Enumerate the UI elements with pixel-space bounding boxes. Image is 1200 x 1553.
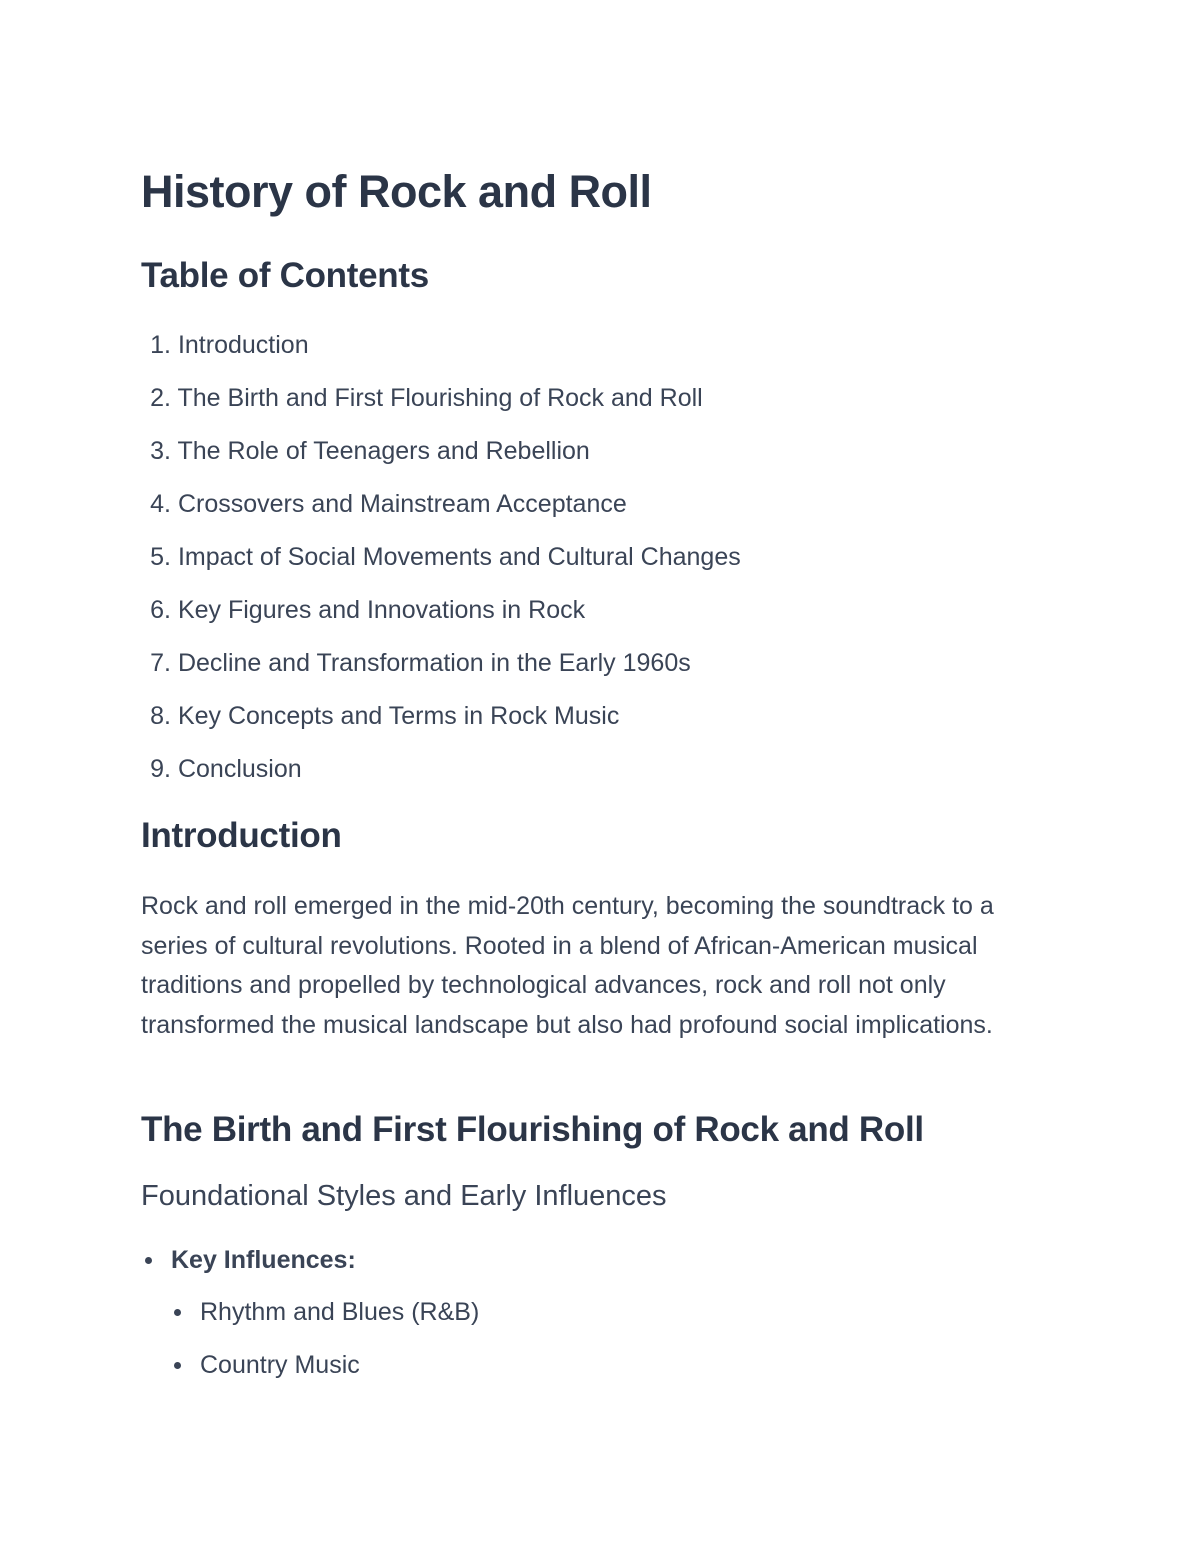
birth-heading: The Birth and First Flourishing of Rock and Roll [141,1110,924,1149]
toc-item[interactable] [141,328,741,381]
intro-heading: Introduction [141,816,342,855]
toc-item-label: Key Figures and Innovations in Rock [177,596,586,624]
toc-item-number: 3. [150,437,171,465]
toc-item[interactable] [141,434,741,487]
toc-item-label: Crossovers and Mainstream Acceptance [177,490,627,518]
toc-item[interactable] [141,487,741,540]
toc-item-number: 2. [150,384,171,412]
table-of-contents [141,328,741,805]
toc-item-number: 8. [150,702,171,730]
toc-item[interactable] [141,593,741,646]
key-influences-list [141,1243,356,1277]
foundational-heading: Foundational Styles and Early Influences [141,1180,667,1212]
toc-item-number: 5. [150,543,171,571]
toc-item-number: 6. [150,596,171,624]
toc-item-label: The Birth and First Flourishing of Rock and Roll [177,384,703,412]
toc-item[interactable] [141,646,741,699]
influences-sublist [141,1295,479,1382]
bullet-icon [174,1362,181,1369]
intro-paragraph: Rock and roll emerged in the mid-20th century, becoming the soundtrack to a series of cultural revolutions. Rooted in a blend of African-American musical traditions and propelled by technological advances, rock and roll not only transformed the musical landscape but also had profound social implications. [141,892,994,1039]
bullet-icon [145,1257,152,1264]
page-title: History of Rock and Roll [141,166,652,217]
toc-item-label: Introduction [177,331,309,359]
toc-item-label: Conclusion [177,755,302,783]
toc-item-label: Decline and Transformation in the Early 1960s [177,649,691,677]
list-item [141,1348,479,1382]
influence-item: Country Music [200,1351,360,1379]
toc-item-label: The Role of Teenagers and Rebellion [177,437,590,465]
list-item [141,1295,479,1348]
toc-item-number: 1. [150,331,171,359]
toc-heading: Table of Contents [141,256,429,295]
key-influences-label: Key Influences: [171,1246,356,1274]
toc-item[interactable] [141,752,741,805]
toc-item-label: Key Concepts and Terms in Rock Music [177,702,620,730]
toc-item-number: 7. [150,649,171,677]
influence-item: Rhythm and Blues (R&B) [200,1298,480,1326]
toc-item[interactable] [141,381,741,434]
toc-item-number: 9. [150,755,171,783]
toc-item[interactable] [141,699,741,752]
toc-item[interactable] [141,540,741,593]
toc-item-label: Impact of Social Movements and Cultural Changes [177,543,741,571]
list-item [141,1243,356,1277]
bullet-icon [174,1309,181,1316]
toc-item-number: 4. [150,490,171,518]
